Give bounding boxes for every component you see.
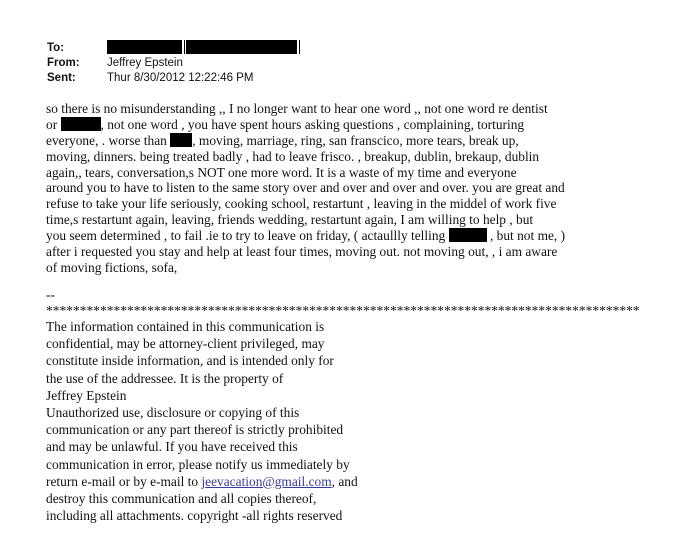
disclaimer-text-fragment: , and: [331, 473, 358, 489]
disclaimer-line: [46, 473, 358, 490]
body-text-fragment: , not one word , you have spent hours asking questions , complaining, torturing: [100, 116, 525, 132]
email-link[interactable]: jeevacation@gmail.com: [201, 473, 332, 489]
body-line: refuse to take your life seriously, cooking school, restartunt , leaving in the middel of work five: [46, 196, 557, 212]
separator-mark: [184, 40, 185, 54]
sent-value: Thur 8/30/2012 12:22:46 PM: [107, 72, 254, 84]
body-text-fragment: , but not me, ): [489, 228, 566, 244]
body-line: [46, 228, 646, 244]
disclaimer-line: including all attachments. copyright -all rights reserved: [46, 508, 343, 524]
body-text-fragment: or: [46, 116, 58, 132]
disclaimer-text-fragment: return e-mail or by e-mail to: [46, 473, 199, 489]
disclaimer-line: confidential, may be attorney-client privileged, may: [46, 336, 325, 352]
sent-label: Sent:: [47, 72, 76, 84]
disclaimer-line: Jeffrey Epstein: [46, 387, 127, 403]
disclaimer-line: the use of the addressee. It is the property of: [46, 370, 284, 386]
to-value: [107, 40, 302, 55]
body-line: [46, 117, 646, 133]
body-line: so there is no misunderstanding ,, I no longer want to hear one word ,, not one word re dentist: [46, 101, 548, 116]
redaction-box: [61, 117, 101, 131]
redaction-box: [449, 228, 487, 242]
disclaimer-line: destroy this communication and all copies thereof,: [46, 490, 317, 506]
redaction-box: [170, 133, 192, 147]
disclaimer: [46, 318, 358, 524]
signature-separator: --: [46, 287, 55, 302]
redaction-box: [186, 40, 297, 54]
disclaimer-line: constitute inside information, and is intended only for: [46, 353, 334, 369]
body-text-fragment: everyone, . worse than: [46, 132, 167, 148]
body-line: [46, 133, 646, 149]
disclaimer-line: communication or any part thereof is strictly prohibited: [46, 422, 344, 438]
body-line: after i requested you stay and help at least four times, moving out. not moving out, , i am aware: [46, 244, 558, 260]
disclaimer-line: The information contained in this communication is: [46, 319, 325, 334]
disclaimer-line: and may be unlawful. If you have received this: [46, 439, 298, 455]
body-line: around you to have to listen to the same story over and over and over and over. you are great and: [46, 180, 565, 196]
redaction-box: [107, 40, 182, 54]
separator-mark: [299, 40, 300, 54]
to-label: To:: [47, 42, 65, 54]
asterisk-divider: ****************************************************************************************: [46, 303, 640, 318]
body-text-fragment: , moving, marriage, ring, san franscico, more tears, break up,: [192, 132, 519, 148]
disclaimer-line: Unauthorized use, disclosure or copying of this: [46, 404, 300, 420]
body-line: of moving fictions, sofa,: [46, 259, 178, 275]
body-text-fragment: you seem determined , to fail .ie to try to leave on friday, ( actaullly telling: [46, 228, 446, 244]
body-line: time,s restartunt again, leaving, friends wedding, restartunt again, I am willing to help , but: [46, 212, 534, 228]
body-line: again,, tears, conversation,s NOT one more word. It is a waste of my time and everyone: [46, 164, 517, 180]
from-value: Jeffrey Epstein: [107, 57, 183, 69]
disclaimer-line: communication in error, please notify us immediately by: [46, 456, 350, 472]
body-line: moving, dinners. being treated badly , had to leave frisco. , breakup, dublin, brekaup, dublin: [46, 148, 540, 164]
message-body: [46, 101, 646, 276]
from-label: From:: [47, 57, 80, 69]
